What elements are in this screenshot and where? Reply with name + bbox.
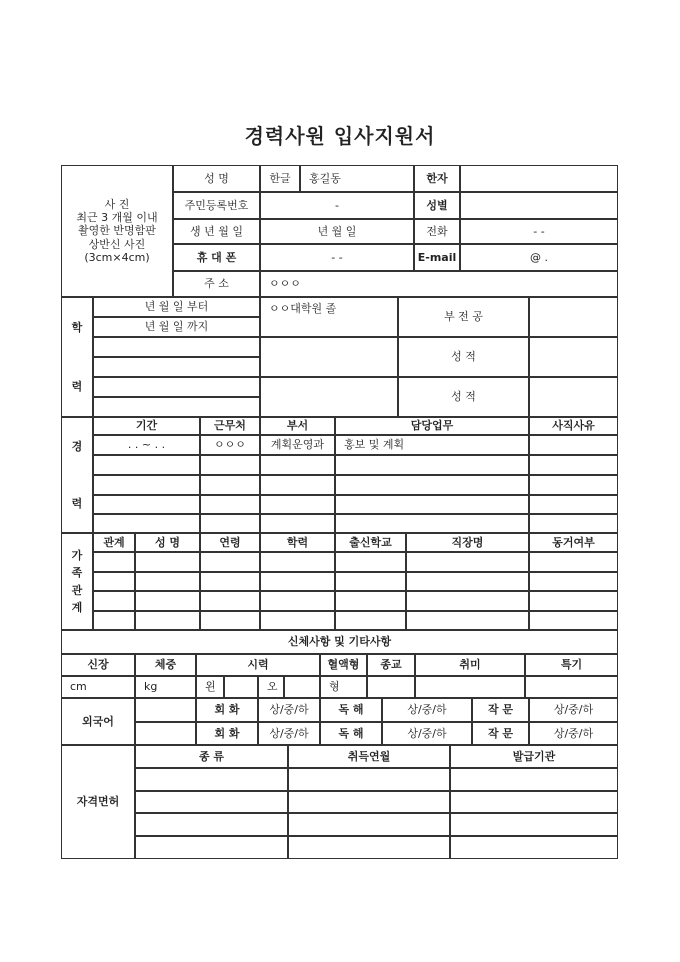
career-row3-duty[interactable]	[335, 475, 529, 495]
family-row1-relation[interactable]	[93, 552, 135, 572]
photo-line-4: 상반신 사진	[88, 237, 146, 251]
address-label: 주 소	[173, 271, 260, 297]
language-row2-read-level[interactable]: 상/중/하	[382, 722, 472, 745]
family-row2-workplace[interactable]	[406, 572, 529, 591]
license-row2-issuer[interactable]	[450, 791, 618, 813]
family-header-workplace: 직장명	[406, 533, 529, 552]
career-row3-reason[interactable]	[529, 475, 618, 495]
career-row1-reason[interactable]	[529, 435, 618, 455]
education-period-from[interactable]: 년 월 일 부터	[93, 297, 260, 317]
family-header-school: 출신학교	[335, 533, 406, 552]
family-row4-age[interactable]	[200, 611, 260, 630]
family-header-relation: 관계	[93, 533, 135, 552]
right-eye-field[interactable]	[284, 676, 320, 698]
family-row3-age[interactable]	[200, 591, 260, 611]
hobby-field[interactable]	[415, 676, 525, 698]
resident-number-label: 주민등록번호	[173, 192, 260, 219]
mobile-field[interactable]: - -	[260, 244, 414, 271]
license-row1-date[interactable]	[288, 768, 450, 791]
career-row4-company[interactable]	[200, 495, 260, 514]
language-label: 외국어	[61, 698, 135, 745]
education-period-row-5[interactable]	[93, 377, 260, 397]
license-row3-issuer[interactable]	[450, 813, 618, 836]
career-row5-period[interactable]	[93, 514, 200, 533]
korean-name-label: 한글	[260, 165, 300, 192]
email-label: E-mail	[414, 244, 460, 271]
family-row3-workplace[interactable]	[406, 591, 529, 611]
education-period-row-4[interactable]	[93, 357, 260, 377]
birth-date-field[interactable]: 년 월 일	[260, 219, 414, 244]
religion-field[interactable]	[367, 676, 415, 698]
license-row1-type[interactable]	[135, 768, 288, 791]
education-label-top: 학	[71, 320, 83, 334]
language-row1-name[interactable]	[135, 698, 196, 722]
minor-label: 부 전 공	[398, 297, 529, 337]
family-row1-age[interactable]	[200, 552, 260, 572]
family-section-label	[61, 533, 93, 630]
family-row3-education[interactable]	[260, 591, 335, 611]
physical-header-vision: 시력	[196, 654, 320, 676]
family-header-cohabit: 동거여부	[529, 533, 618, 552]
left-eye-label: 왼	[196, 676, 224, 698]
career-row4-reason[interactable]	[529, 495, 618, 514]
weight-field[interactable]: kg	[135, 676, 196, 698]
career-row1-duty[interactable]: 홍보 및 계획	[335, 435, 529, 455]
birth-date-label: 생 년 월 일	[173, 219, 260, 244]
family-row2-age[interactable]	[200, 572, 260, 591]
grade-field-1[interactable]	[529, 337, 618, 377]
physical-header-religion: 종교	[367, 654, 415, 676]
career-row2-period[interactable]	[93, 455, 200, 475]
family-label-4: 계	[71, 600, 83, 614]
career-row5-reason[interactable]	[529, 514, 618, 533]
skill-field[interactable]	[525, 676, 618, 698]
language-row2-name[interactable]	[135, 722, 196, 745]
education-label-bottom: 력	[71, 379, 83, 393]
language-row2-write-level[interactable]: 상/중/하	[529, 722, 618, 745]
career-row2-duty[interactable]	[335, 455, 529, 475]
photo-line-3: 촬영한 반명함판	[78, 224, 156, 238]
family-row1-workplace[interactable]	[406, 552, 529, 572]
family-row4-school[interactable]	[335, 611, 406, 630]
family-row1-name[interactable]	[135, 552, 200, 572]
hanja-name-label: 한자	[414, 165, 460, 192]
education-school-1[interactable]: ㅇㅇ대학원 졸	[260, 297, 398, 337]
name-label: 성 명	[173, 165, 260, 192]
address-field[interactable]: ㅇㅇㅇ	[260, 271, 618, 297]
family-row1-cohabit[interactable]	[529, 552, 618, 572]
career-header-reason: 사직사유	[529, 417, 618, 435]
height-field[interactable]: cm	[61, 676, 135, 698]
language-row1-speak-level[interactable]: 상/중/하	[258, 698, 320, 722]
right-eye-label: 오	[258, 676, 284, 698]
family-row1-education[interactable]	[260, 552, 335, 572]
license-row4-date[interactable]	[288, 836, 450, 859]
language-row2-read-label: 독 해	[320, 722, 382, 745]
family-row3-relation[interactable]	[93, 591, 135, 611]
physical-header-blood: 혈액형	[320, 654, 367, 676]
family-row4-education[interactable]	[260, 611, 335, 630]
family-row4-workplace[interactable]	[406, 611, 529, 630]
career-header-duty: 담당업무	[335, 417, 529, 435]
hanja-name-field[interactable]	[460, 165, 618, 192]
career-row4-period[interactable]	[93, 495, 200, 514]
education-period-to[interactable]: 년 월 일 까지	[93, 317, 260, 337]
career-header-period: 기간	[93, 417, 200, 435]
career-header-department: 부서	[260, 417, 335, 435]
career-row1-department[interactable]: 계획운영과	[260, 435, 335, 455]
family-label-3: 관	[71, 583, 83, 597]
physical-header-skill: 특기	[525, 654, 618, 676]
career-label-bottom: 력	[71, 496, 83, 510]
phone-label: 전화	[414, 219, 460, 244]
family-header-education: 학력	[260, 533, 335, 552]
gender-field[interactable]	[460, 192, 618, 219]
photo-line-1: 사 진	[104, 198, 130, 212]
language-row2-speak-label: 회 화	[196, 722, 258, 745]
language-row2-write-label: 작 문	[472, 722, 529, 745]
career-row5-company[interactable]	[200, 514, 260, 533]
education-school-3[interactable]	[260, 377, 398, 417]
grade-field-2[interactable]	[529, 377, 618, 417]
family-row2-education[interactable]	[260, 572, 335, 591]
education-school-2[interactable]	[260, 337, 398, 377]
career-label-top: 경	[71, 439, 83, 453]
family-row4-relation[interactable]	[93, 611, 135, 630]
page-title: 경력사원 입사지원서	[244, 124, 436, 148]
language-row2-speak-level[interactable]: 상/중/하	[258, 722, 320, 745]
license-row1-issuer[interactable]	[450, 768, 618, 791]
language-row1-speak-label: 회 화	[196, 698, 258, 722]
physical-header-height: 신장	[61, 654, 135, 676]
physical-section-title: 신체사항 및 기타사항	[61, 630, 618, 654]
career-row1-period[interactable]: . . ~ . .	[93, 435, 200, 455]
physical-header-hobby: 취미	[415, 654, 525, 676]
education-period-row-3[interactable]	[93, 337, 260, 357]
career-row5-duty[interactable]	[335, 514, 529, 533]
career-row4-department[interactable]	[260, 495, 335, 514]
grade-label-1: 성 적	[398, 337, 529, 377]
career-row2-company[interactable]	[200, 455, 260, 475]
education-period-row-6[interactable]	[93, 397, 260, 417]
gender-label: 성별	[414, 192, 460, 219]
resident-number-field[interactable]: -	[260, 192, 414, 219]
grade-label-2: 성 적	[398, 377, 529, 417]
language-row1-write-level[interactable]: 상/중/하	[529, 698, 618, 722]
blood-type-field[interactable]: 형	[320, 676, 367, 698]
family-row1-school[interactable]	[335, 552, 406, 572]
language-row1-write-label: 작 문	[472, 698, 529, 722]
family-row4-name[interactable]	[135, 611, 200, 630]
mobile-label: 휴 대 폰	[173, 244, 260, 271]
photo-line-2: 최근 3 개월 이내	[76, 211, 158, 225]
license-header-date: 취득연월	[288, 745, 450, 768]
photo-line-5: (3cm×4cm)	[84, 250, 150, 264]
family-row3-school[interactable]	[335, 591, 406, 611]
family-row2-relation[interactable]	[93, 572, 135, 591]
language-row1-read-level[interactable]: 상/중/하	[382, 698, 472, 722]
family-row3-cohabit[interactable]	[529, 591, 618, 611]
family-label-2: 족	[71, 566, 83, 580]
license-header-issuer: 발급기관	[450, 745, 618, 768]
career-row3-department[interactable]	[260, 475, 335, 495]
license-header-type: 종 류	[135, 745, 288, 768]
career-section-label	[61, 417, 93, 533]
family-header-age: 연령	[200, 533, 260, 552]
family-row3-name[interactable]	[135, 591, 200, 611]
career-row2-department[interactable]	[260, 455, 335, 475]
language-row1-read-label: 독 해	[320, 698, 382, 722]
career-row3-period[interactable]	[93, 475, 200, 495]
minor-field[interactable]	[529, 297, 618, 337]
photo-box[interactable]	[61, 165, 173, 297]
license-row3-type[interactable]	[135, 813, 288, 836]
license-label: 자격면허	[61, 745, 135, 859]
family-header-name: 성 명	[135, 533, 200, 552]
career-row2-reason[interactable]	[529, 455, 618, 475]
license-row3-date[interactable]	[288, 813, 450, 836]
physical-header-weight: 체중	[135, 654, 196, 676]
license-row2-date[interactable]	[288, 791, 450, 813]
license-row2-type[interactable]	[135, 791, 288, 813]
left-eye-field[interactable]	[224, 676, 258, 698]
license-row4-issuer[interactable]	[450, 836, 618, 859]
family-label-1: 가	[71, 549, 83, 563]
career-row1-company[interactable]: ㅇㅇㅇ	[200, 435, 260, 455]
family-row2-school[interactable]	[335, 572, 406, 591]
license-row4-type[interactable]	[135, 836, 288, 859]
family-row2-name[interactable]	[135, 572, 200, 591]
phone-field[interactable]: - -	[460, 219, 618, 244]
email-field[interactable]: @ .	[460, 244, 618, 271]
career-row3-company[interactable]	[200, 475, 260, 495]
career-row5-department[interactable]	[260, 514, 335, 533]
family-row2-cohabit[interactable]	[529, 572, 618, 591]
career-header-company: 근무처	[200, 417, 260, 435]
career-row4-duty[interactable]	[335, 495, 529, 514]
korean-name-field[interactable]: 홍길동	[300, 165, 414, 192]
family-row4-cohabit[interactable]	[529, 611, 618, 630]
education-section-label	[61, 297, 93, 417]
